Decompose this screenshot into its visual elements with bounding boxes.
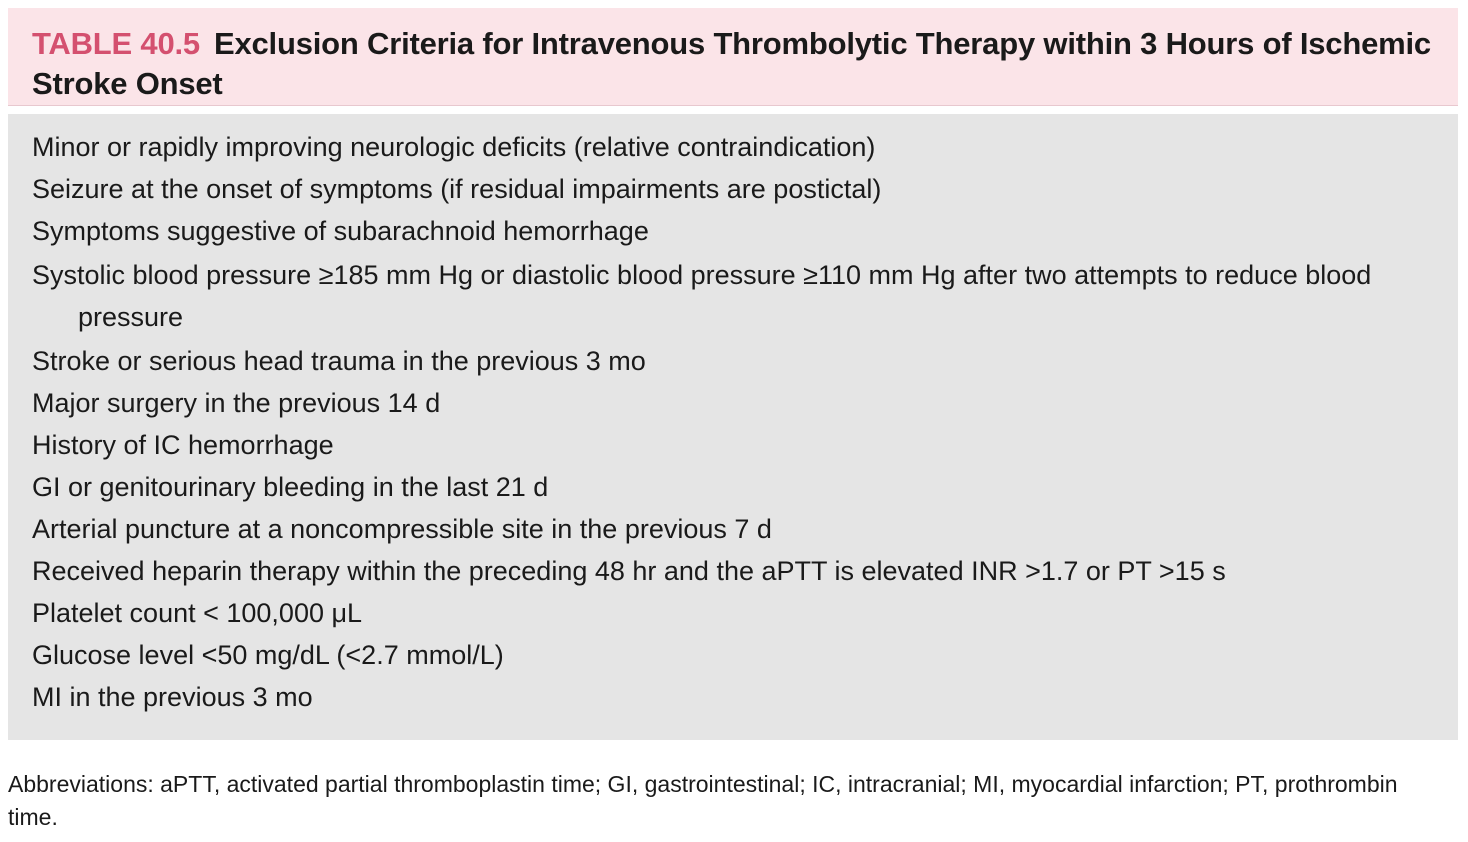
abbreviations-footnote: Abbreviations: aPTT, activated partial thromboplastin time; GI, gastrointestinal; IC, intracranial; MI, myocardial infarction; PT, prothrombin time.	[8, 771, 1398, 830]
criteria-item: Minor or rapidly improving neurologic deficits (relative contraindication)	[32, 132, 876, 162]
table-title-heading	[32, 24, 1434, 104]
criteria-item: Major surgery in the previous 14 d	[32, 388, 441, 418]
table-body	[8, 114, 1458, 740]
table-container	[8, 8, 1458, 740]
criteria-item: Arterial puncture at a noncompressible site in the previous 7 d	[32, 514, 772, 544]
criteria-item: MI in the previous 3 mo	[32, 682, 313, 712]
criteria-list	[32, 126, 1434, 718]
criteria-item: GI or genitourinary bleeding in the last 21 d	[32, 472, 549, 502]
table-header	[8, 8, 1458, 106]
criteria-item: Systolic blood pressure ≥185 mm Hg or diastolic blood pressure ≥110 mm Hg after two attempts to reduce blood pressure	[32, 260, 1372, 332]
criteria-item: Stroke or serious head trauma in the previous 3 mo	[32, 346, 646, 376]
criteria-item: Platelet count < 100,000 μL	[32, 598, 363, 628]
criteria-item: History of IC hemorrhage	[32, 430, 334, 460]
table-number-label: TABLE 40.5	[32, 26, 200, 61]
criteria-item: Glucose level <50 mg/dL (<2.7 mmol/L)	[32, 640, 504, 670]
criteria-item: Symptoms suggestive of subarachnoid hemorrhage	[32, 216, 649, 246]
table-title: Exclusion Criteria for Intravenous Thrombolytic Therapy within 3 Hours of Ischemic Stroke Onset	[32, 26, 1431, 101]
criteria-item: Received heparin therapy within the preceding 48 hr and the aPTT is elevated INR >1.7 or PT >15 s	[32, 556, 1226, 586]
criteria-item: Seizure at the onset of symptoms (if residual impairments are postictal)	[32, 174, 882, 204]
